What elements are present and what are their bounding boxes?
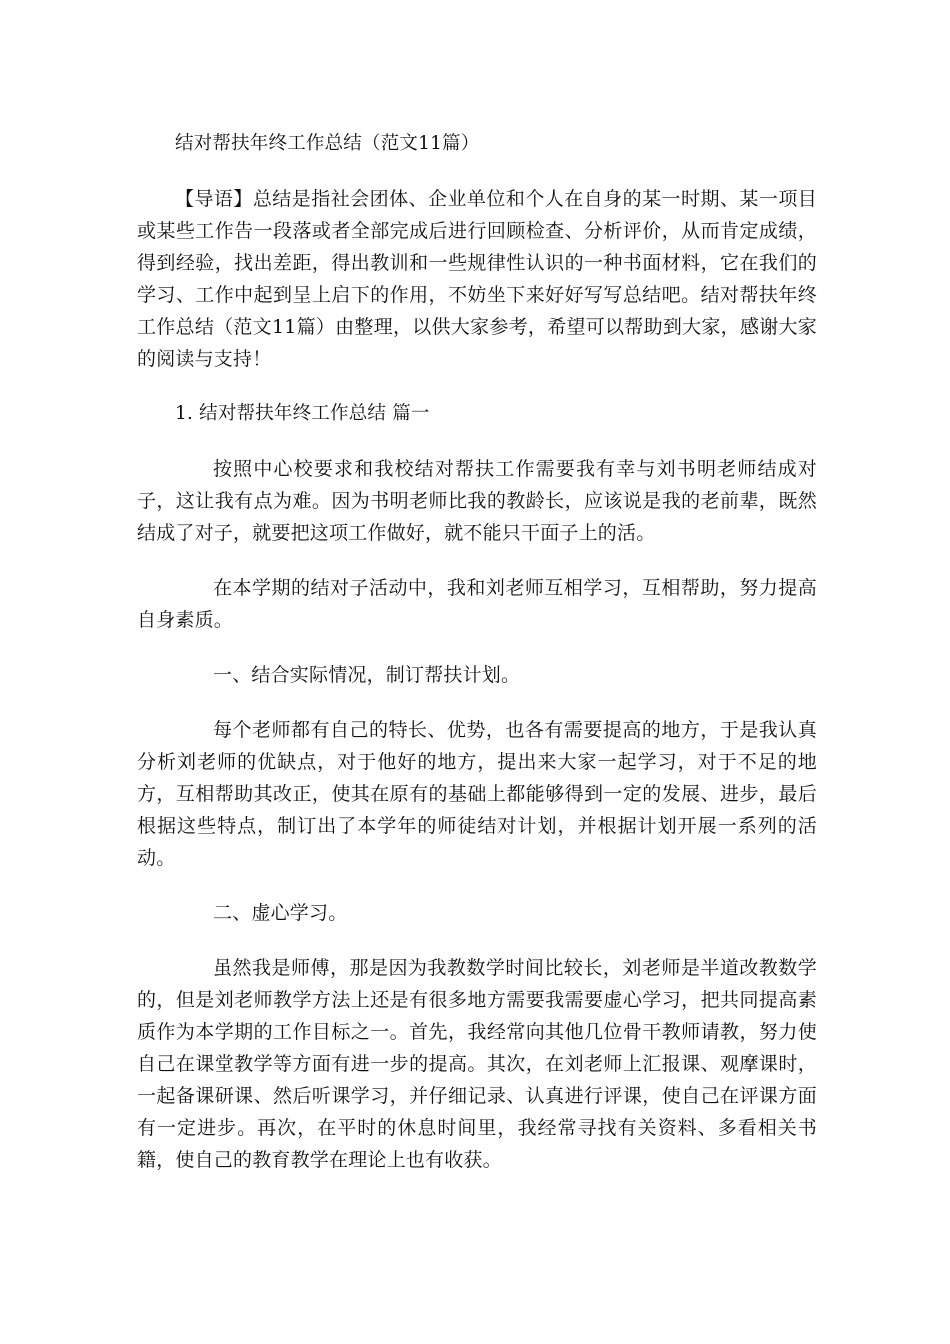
- body-paragraph-1: 按照中心校要求和我校结对帮扶工作需要我有幸与刘书明老师结成对子，这让我有点为难。因为书明老师比我的教龄长，应该说是我的老前辈，既然结成了对子，就要把这项工作做好，就不能只干面子上的活。: [137, 458, 817, 544]
- body-paragraph-3: 每个老师都有自己的特长、优势，也各有需要提高的地方，于是我认真分析刘老师的优缺点，对于他好的地方，提出来大家一起学习，对于不足的地方，互相帮助其改正，使其在原有的基础上都能够得到一定的发展、进步，最后根据这些特点，制订出了本学年的师徒结对计划，并根据计划开展一系列的活动。: [137, 719, 817, 869]
- subheading-2: 二、虚心学习。: [213, 902, 348, 924]
- document-body: [137, 128, 817, 1199]
- document-title: 结对帮扶年终工作总结（范文11篇）: [175, 133, 480, 154]
- subheading-1: 一、结合实际情况，制订帮扶计划。: [213, 664, 521, 686]
- body-paragraph-4: 虽然我是师傅，那是因为我教数学时间比较长，刘老师是半道改教数学的，但是刘老师教学方法上还是有很多地方需要我需要虚心学习，把共同提高素质作为本学期的工作目标之一。首先，我经常向其他几位骨干教师请教，努力使自己在课堂教学等方面有进一步的提高。其次，在刘老师上汇报课、观摩课时，一起备课研课、然后听课学习，并仔细记录、认真进行评课，使自己在评课方面有一定进步。再次，在平时的休息时间里，我经常寻找有关资料、多看相关书籍，使自己的教育教学在理论上也有收获。: [137, 957, 817, 1171]
- intro-paragraph: 【导语】总结是指社会团体、企业单位和个人在自身的某一时期、某一项目或某些工作告一段落或者全部完成后进行回顾检查、分析评价，从而肯定成绩，得到经验，找出差距，得出教训和一些规律性认识的一种书面材料，它在我们的学习、工作中起到呈上启下的作用，不妨坐下来好好写写总结吧。结对帮扶年终工作总结（范文11篇）由整理，以供大家参考，希望可以帮助到大家，感谢大家的阅读与支持！: [137, 188, 817, 370]
- body-paragraph-2: 在本学期的结对子活动中，我和刘老师互相学习，互相帮助，努力提高自身素质。: [137, 577, 817, 631]
- section-title: 1. 结对帮扶年终工作总结 篇一: [175, 403, 430, 424]
